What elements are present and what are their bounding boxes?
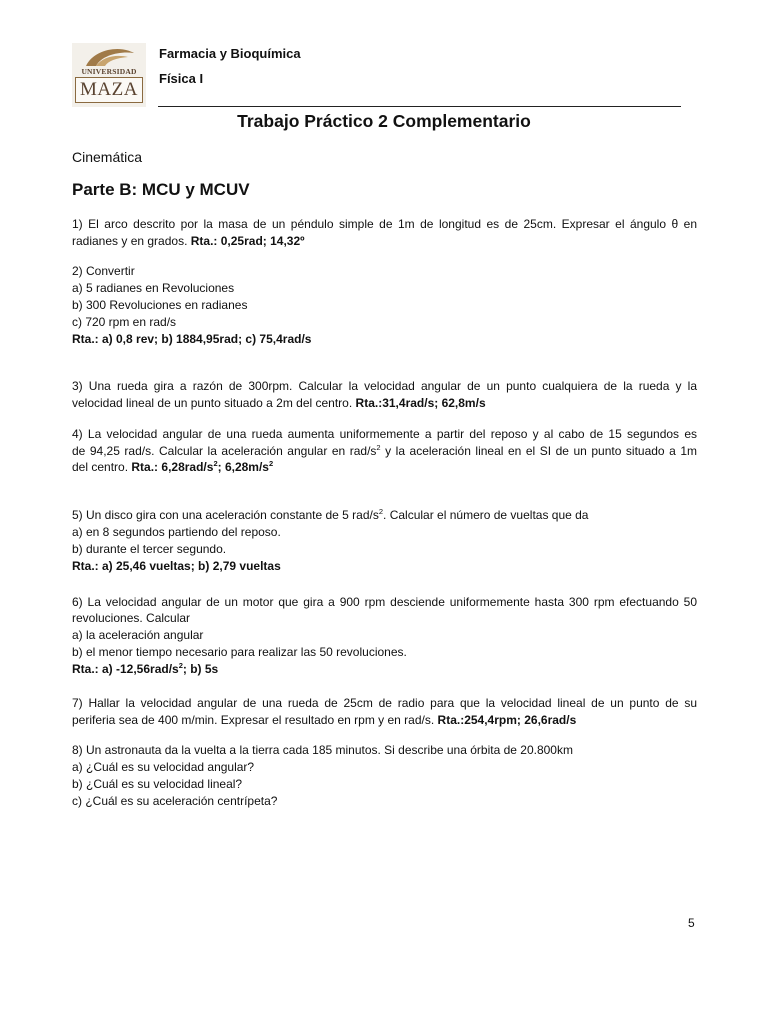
problem-2-answer: Rta.: a) 0,8 rev; b) 1884,95rad; c) 75,4rad/s: [72, 332, 312, 346]
problem-2-item-b: b) 300 Revoluciones en radianes: [72, 298, 248, 312]
problem-7-answer: Rta.:254,4rpm; 26,6rad/s: [437, 713, 577, 727]
problem-6-line-1: 6) La velocidad angular de un motor que gira a 900 rpm desciende uniformemente hasta 300 rpm efectuando 50: [72, 595, 697, 609]
problem-8-item-b: b) ¿Cuál es su velocidad lineal?: [72, 777, 243, 791]
problem-7-line-1: 7) Hallar la velocidad angular de una rueda de 25cm de radio para que la velocidad lineal de un punto de su: [72, 696, 697, 710]
topic-label: Cinemática: [72, 149, 143, 165]
problem-2-item-a: a) 5 radianes en Revoluciones: [72, 281, 235, 295]
problem-2-item-c: c) 720 rpm en rad/s: [72, 315, 177, 329]
subject-name: Física I: [159, 71, 204, 86]
part-title: Parte B: MCU y MCUV: [72, 180, 250, 199]
problem-6-item-a: a) la aceleración angular: [72, 628, 204, 642]
career-name: Farmacia y Bioquímica: [159, 46, 301, 61]
problem-4-line-3: del centro. Rta.: $6,28rad/s^2$; $6,28m/s^2$: [72, 459, 274, 474]
problem-6-answer: Rta.: a) $-12,56rad/s^2$; b) 5s: [72, 661, 219, 676]
problem-3-answer: Rta.:31,4rad/s; 62,8m/s: [355, 396, 486, 410]
problem-1-line-1: 1) El arco descrito por la masa de un péndulo simple de 1m de longitud es de 25cm. Expresar el ángulo θ en: [72, 217, 697, 231]
problem-5-line-1: 5) Un disco gira con una aceleración constante de 5 rad/$s^2$. Calcular el número de vueltas que da: [72, 507, 589, 522]
problem-6-item-b: b) el menor tiempo necesario para realizar las 50 revoluciones.: [72, 645, 407, 659]
logo-maza-text: MAZA: [75, 77, 143, 103]
page-number: 5: [688, 916, 695, 930]
problem-5-answer: Rta.: a) 25,46 vueltas; b) 2,79 vueltas: [72, 559, 281, 573]
problem-2-intro: 2) Convertir: [72, 264, 135, 278]
problem-8-line-1: 8) Un astronauta da la vuelta a la tierra cada 185 minutos. Si describe una órbita de 20.800km: [72, 743, 573, 757]
logo-university-text: UNIVERSIDAD: [81, 67, 137, 76]
problem-7-line-2: periferia sea de 400 m/min. Expresar el resultado en rpm y en rad/s. Rta.:254,4rpm; 26,6rad/s: [72, 713, 577, 727]
problem-4-line-2: de 94,25 rad/s. Calcular la aceleración angular en rad/$s^2$ y la aceleración lineal en el SI de un punto situado a 1m: [72, 443, 697, 458]
problem-3-line-2: velocidad lineal de un punto situado a 2m del centro. Rta.:31,4rad/s; 62,8m/s: [72, 396, 486, 410]
problem-3-line-1: 3) Una rueda gira a razón de 300rpm. Calcular la velocidad angular de un punto cualquiera de la rueda y la: [72, 379, 697, 393]
problem-6-line-2: revoluciones. Calcular: [72, 611, 191, 625]
problem-5-item-b: b) durante el tercer segundo.: [72, 542, 227, 556]
university-logo: [72, 43, 146, 107]
problem-4-line-1: 4) La velocidad angular de una rueda aumenta uniformemente a partir del reposo y al cabo de 15 segundos es: [72, 427, 697, 441]
header-divider: [158, 106, 681, 107]
problem-8-item-a: a) ¿Cuál es su velocidad angular?: [72, 760, 255, 774]
problem-4-answer: Rta.: $6,28rad/s^2$; $6,28m/s^2$: [131, 459, 274, 474]
problem-8-item-c: c) ¿Cuál es su aceleración centrípeta?: [72, 794, 278, 808]
problem-5-item-a: a) en 8 segundos partiendo del reposo.: [72, 525, 281, 539]
problem-1-answer: Rta.: 0,25rad; 14,32º: [190, 234, 305, 248]
problem-1-line-2: radianes y en grados. Rta.: 0,25rad; 14,32º: [72, 234, 305, 248]
page-title: Trabajo Práctico 2 Complementario: [237, 111, 531, 131]
